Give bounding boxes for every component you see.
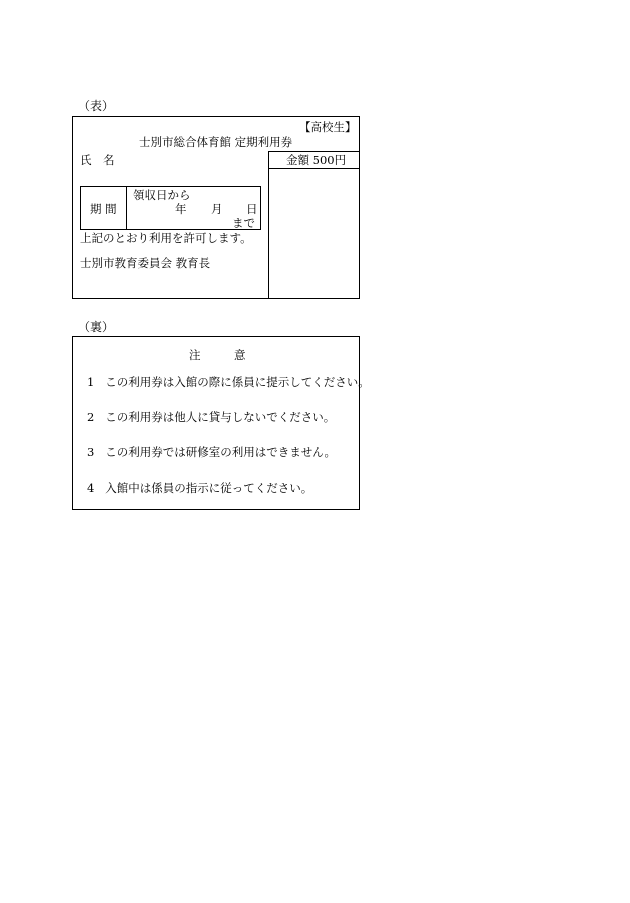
period-label: 期 間 <box>90 202 117 216</box>
notice-title-b: 意 <box>234 348 246 362</box>
category-label: 【高校生】 <box>299 120 357 134</box>
front-ticket <box>72 116 360 299</box>
back-ticket <box>72 336 370 510</box>
note-text: この利用券は入館の際に係員に提示してください。 <box>105 375 370 389</box>
period-from: 領収日から <box>133 188 191 202</box>
notice-title-a: 注 <box>189 348 201 362</box>
period-year: 年 <box>175 202 187 216</box>
period-divider <box>126 187 127 229</box>
permission-text: 上記のとおり利用を許可します。 <box>80 231 252 245</box>
note-number: 4 <box>87 481 95 495</box>
note-number: 1 <box>87 375 95 389</box>
period-until: まで <box>232 216 255 230</box>
back-side-label: （裏） <box>78 320 115 334</box>
ticket-title: 士別市総合体育館 定期利用券 <box>139 135 293 149</box>
amount-bottom-line <box>268 168 360 169</box>
right-column-divider <box>268 151 269 299</box>
note-item-1 <box>87 375 370 389</box>
note-item-2 <box>87 410 335 424</box>
note-number: 3 <box>87 445 95 459</box>
period-day: 日 <box>246 202 258 216</box>
note-text: この利用券は他人に貸与しないでください。 <box>105 410 336 424</box>
note-text: 入館中は係員の指示に従ってください。 <box>105 481 313 495</box>
amount-top-line <box>268 151 360 152</box>
amount-label: 金額 <box>286 153 309 167</box>
note-text: この利用券では研修室の利用はできません。 <box>105 445 336 459</box>
amount-value: 500円 <box>312 153 347 167</box>
note-item-4 <box>87 481 312 495</box>
name-label: 氏 名 <box>80 153 115 167</box>
amount-cell <box>286 153 346 167</box>
period-box <box>80 186 261 230</box>
note-number: 2 <box>87 410 95 424</box>
period-month: 月 <box>211 202 223 216</box>
issuer-text: 士別市教育委員会 教育長 <box>80 256 211 270</box>
front-side-label: （表） <box>78 99 115 113</box>
note-item-3 <box>87 445 336 459</box>
